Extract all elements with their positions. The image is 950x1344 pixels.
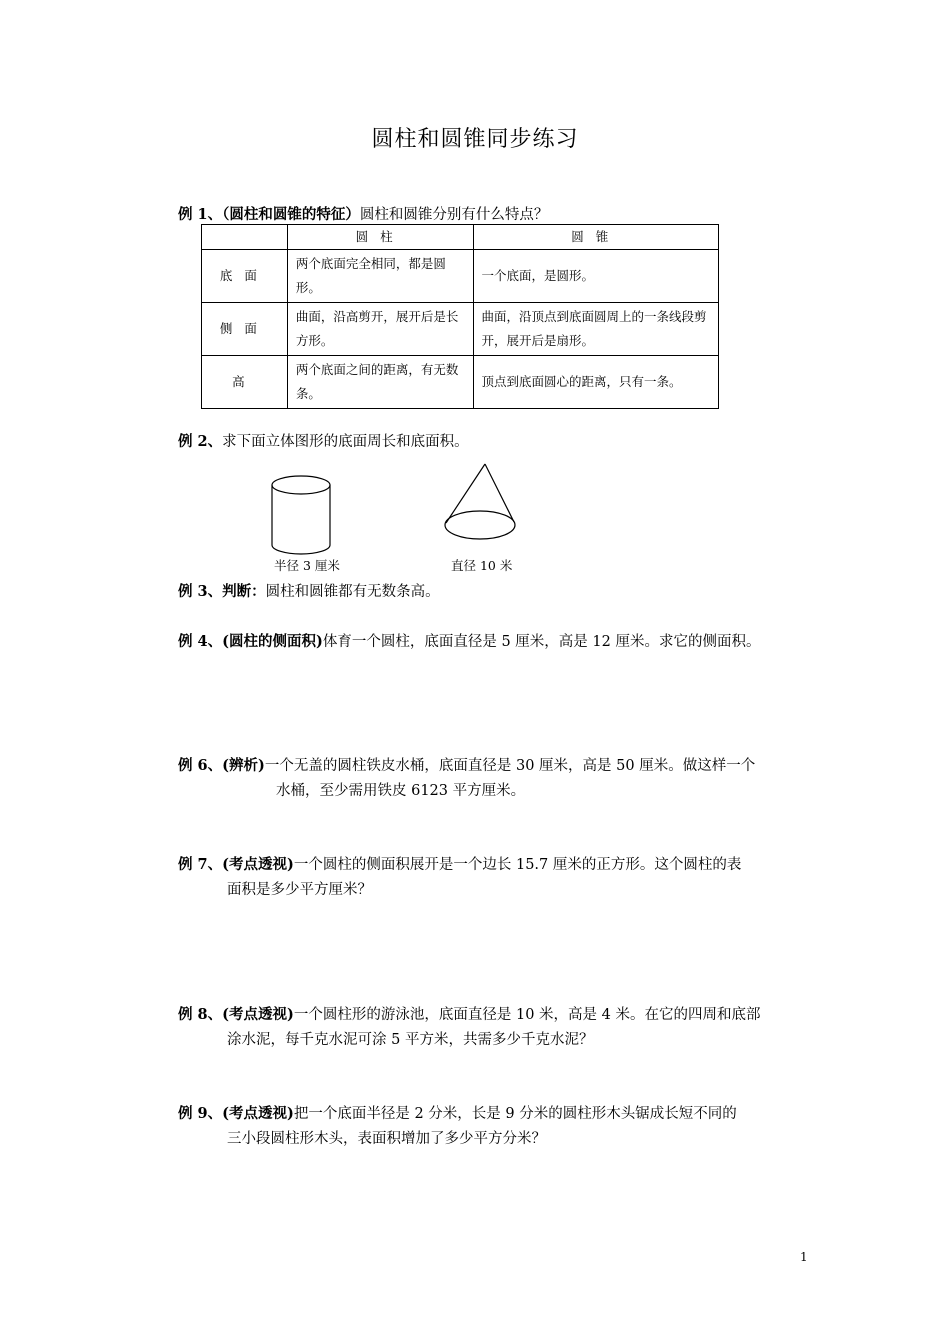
table-row: [202, 250, 719, 303]
cylinder-caption: 半径 3 厘米: [274, 558, 340, 573]
table-cell: 曲面，沿高剪开，展开后是长方形。: [287, 303, 473, 356]
example-6-label: 例 6、(辨析): [178, 757, 265, 774]
table-row: [202, 356, 719, 409]
cone-caption: 直径 10 米: [451, 558, 513, 573]
example-3: [178, 580, 440, 601]
example-7-line-1: 一个圆柱的侧面积展开是一个边长 15.7 厘米的正方形。这个圆柱的表: [293, 857, 742, 873]
example-9-label: 例 9、(考点透视): [178, 1105, 294, 1122]
cylinder-figure: [272, 476, 330, 554]
example-1: [178, 203, 548, 224]
example-1-label: 例 1、（圆柱和圆锥的特征）: [178, 206, 360, 223]
table-header-cell: 圆锥: [473, 225, 719, 250]
example-4: [178, 630, 760, 651]
example-2-text: 求下面立体图形的底面周长和底面积。: [222, 434, 469, 450]
example-8-line-1: 一个圆柱形的游泳池，底面直径是 10 米，高是 4 米。在它的四周和底部: [293, 1007, 761, 1023]
example-1-text: 圆柱和圆锥分别有什么特点？: [359, 207, 549, 223]
example-9: [178, 1102, 737, 1123]
example-3-label: 例 3、判断：: [178, 583, 266, 600]
example-6-line-1: 一个无盖的圆柱铁皮水桶，底面直径是 30 厘米，高是 50 厘米。做这样一个: [264, 758, 756, 774]
example-7-line-2: 面积是多少平方厘米？: [227, 882, 372, 898]
table-header-row: [202, 225, 719, 250]
example-8: [178, 1003, 760, 1024]
example-3-text: 圆柱和圆锥都有无数条高。: [265, 584, 440, 600]
page-title: 圆柱和圆锥同步练习: [371, 127, 579, 152]
example-4-text: 体育一个圆柱，底面直径是 5 厘米，高是 12 厘米。求它的侧面积。: [322, 634, 761, 650]
example-6-line-2: 水桶，至少需用铁皮 6123 平方厘米。: [276, 783, 526, 799]
table-header-cell: 圆柱: [287, 225, 473, 250]
cone-figure: [445, 464, 515, 539]
features-table: [201, 224, 719, 409]
example-7: [178, 853, 741, 874]
table-cell: 曲面，沿顶点到底面圆周上的一条线段剪开，展开后是扇形。: [473, 303, 719, 356]
example-2: [178, 430, 469, 451]
page-number: 1: [800, 1250, 808, 1264]
table-row: [202, 303, 719, 356]
table-cell: 一个底面，是圆形。: [473, 250, 719, 303]
example-8-label: 例 8、(考点透视): [178, 1006, 294, 1023]
table-cell: 两个底面之间的距离，有无数条。: [287, 356, 473, 409]
example-8-line-2: 涂水泥，每千克水泥可涂 5 平方米，共需多少千克水泥？: [227, 1032, 594, 1048]
row-header: 侧面: [202, 303, 288, 356]
example-2-label: 例 2、: [178, 433, 223, 450]
example-9-line-1: 把一个底面半径是 2 分米，长是 9 分米的圆柱形木头锯成长短不同的: [293, 1106, 737, 1122]
solid-figures: [260, 460, 540, 560]
row-header: 底面: [202, 250, 288, 303]
table-cell: 两个底面完全相同，都是圆形。: [287, 250, 473, 303]
table-header-cell: [202, 225, 288, 250]
row-header: 高: [202, 356, 288, 409]
example-4-label: 例 4、(圆柱的侧面积): [178, 633, 323, 650]
example-6: [178, 754, 755, 775]
example-7-label: 例 7、(考点透视): [178, 856, 294, 873]
table-cell: 顶点到底面圆心的距离，只有一条。: [473, 356, 719, 409]
example-9-line-2: 三小段圆柱形木头，表面积增加了多少平方分米？: [227, 1131, 546, 1147]
